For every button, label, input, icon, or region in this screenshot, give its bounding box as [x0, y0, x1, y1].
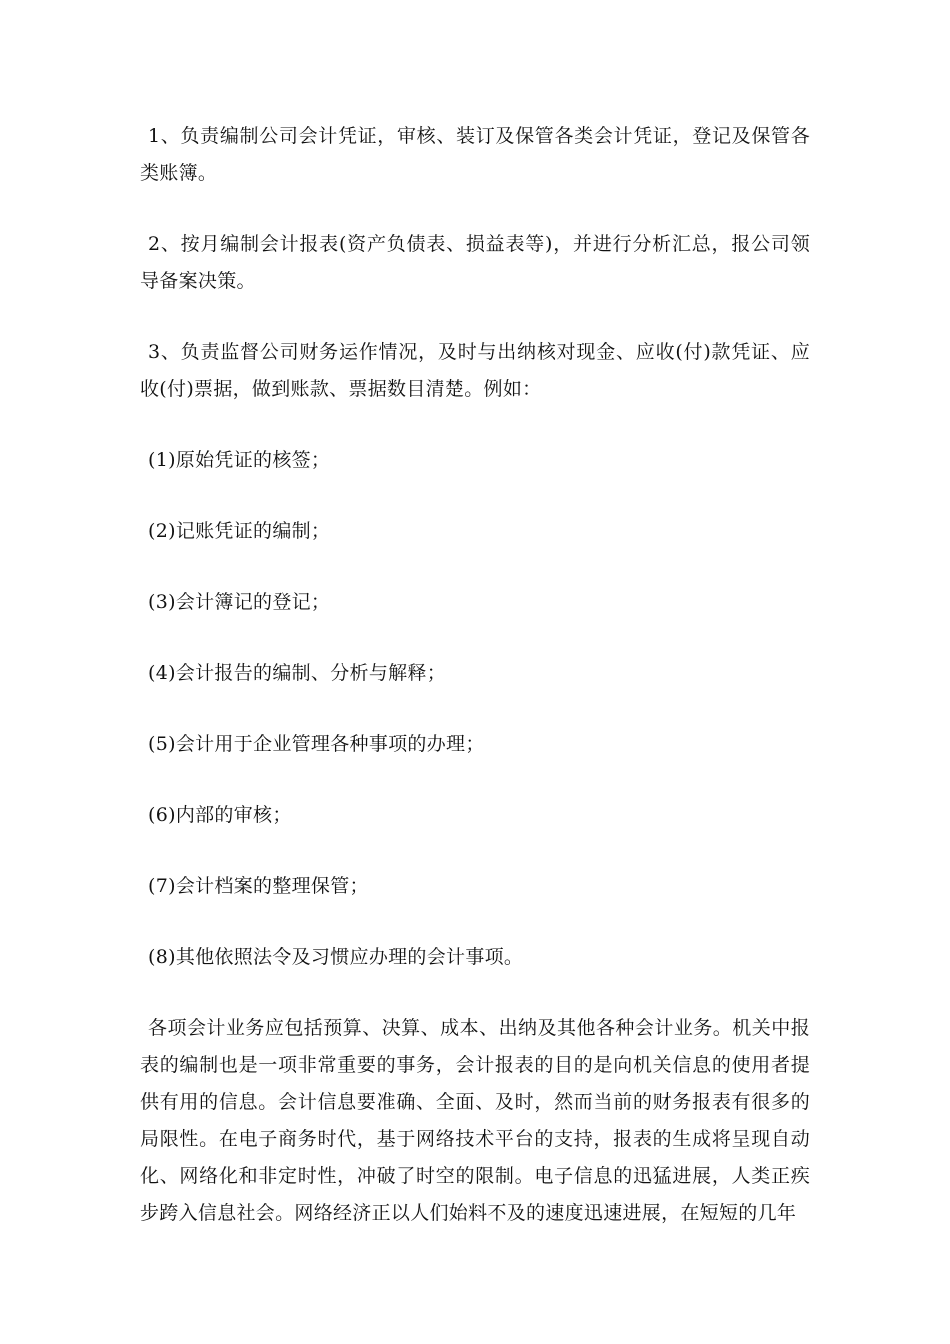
duty-paragraph-1: 1、负责编制公司会计凭证，审核、装订及保管各类会计凭证，登记及保管各类账簿。: [140, 125, 810, 184]
example-item-8: (8)其他依照法令及习惯应办理的会计事项。: [148, 946, 524, 968]
example-item-3: (3)会计簿记的登记；: [148, 591, 331, 613]
duty-paragraph-3: 3、负责监督公司财务运作情况，及时与出纳核对现金、应收(付)款凭证、应收(付)票据，做到账款、票据数目清楚。例如：: [140, 341, 810, 400]
example-item-1: (1)原始凭证的核签；: [148, 449, 331, 471]
example-item-4: (4)会计报告的编制、分析与解释；: [148, 662, 447, 684]
example-item-5: (5)会计用于企业管理各种事项的办理；: [148, 733, 485, 755]
duty-paragraph-2: 2、按月编制会计报表(资产负债表、损益表等)，并进行分析汇总，报公司领导备案决策。: [140, 233, 810, 292]
document-body: [140, 118, 810, 1266]
closing-paragraph: 各项会计业务应包括预算、决算、成本、出纳及其他各种会计业务。机关中报表的编制也是一项非常重要的事务，会计报表的目的是向机关信息的使用者提供有用的信息。会计信息要准确、全面、及时，然而当前的财务报表有很多的局限性。在电子商务时代，基于网络技术平台的支持，报表的生成将呈现自动化、网络化和非定时性，冲破了时空的限制。电子信息的迅猛进展，人类正疾步跨入信息社会。网络经济正以人们始料不及的速度迅速进展，在短短的几年: [140, 1017, 810, 1224]
example-item-6: (6)内部的审核；: [148, 804, 292, 826]
example-item-2: (2)记账凭证的编制；: [148, 520, 331, 542]
example-item-7: (7)会计档案的整理保管；: [148, 875, 369, 897]
